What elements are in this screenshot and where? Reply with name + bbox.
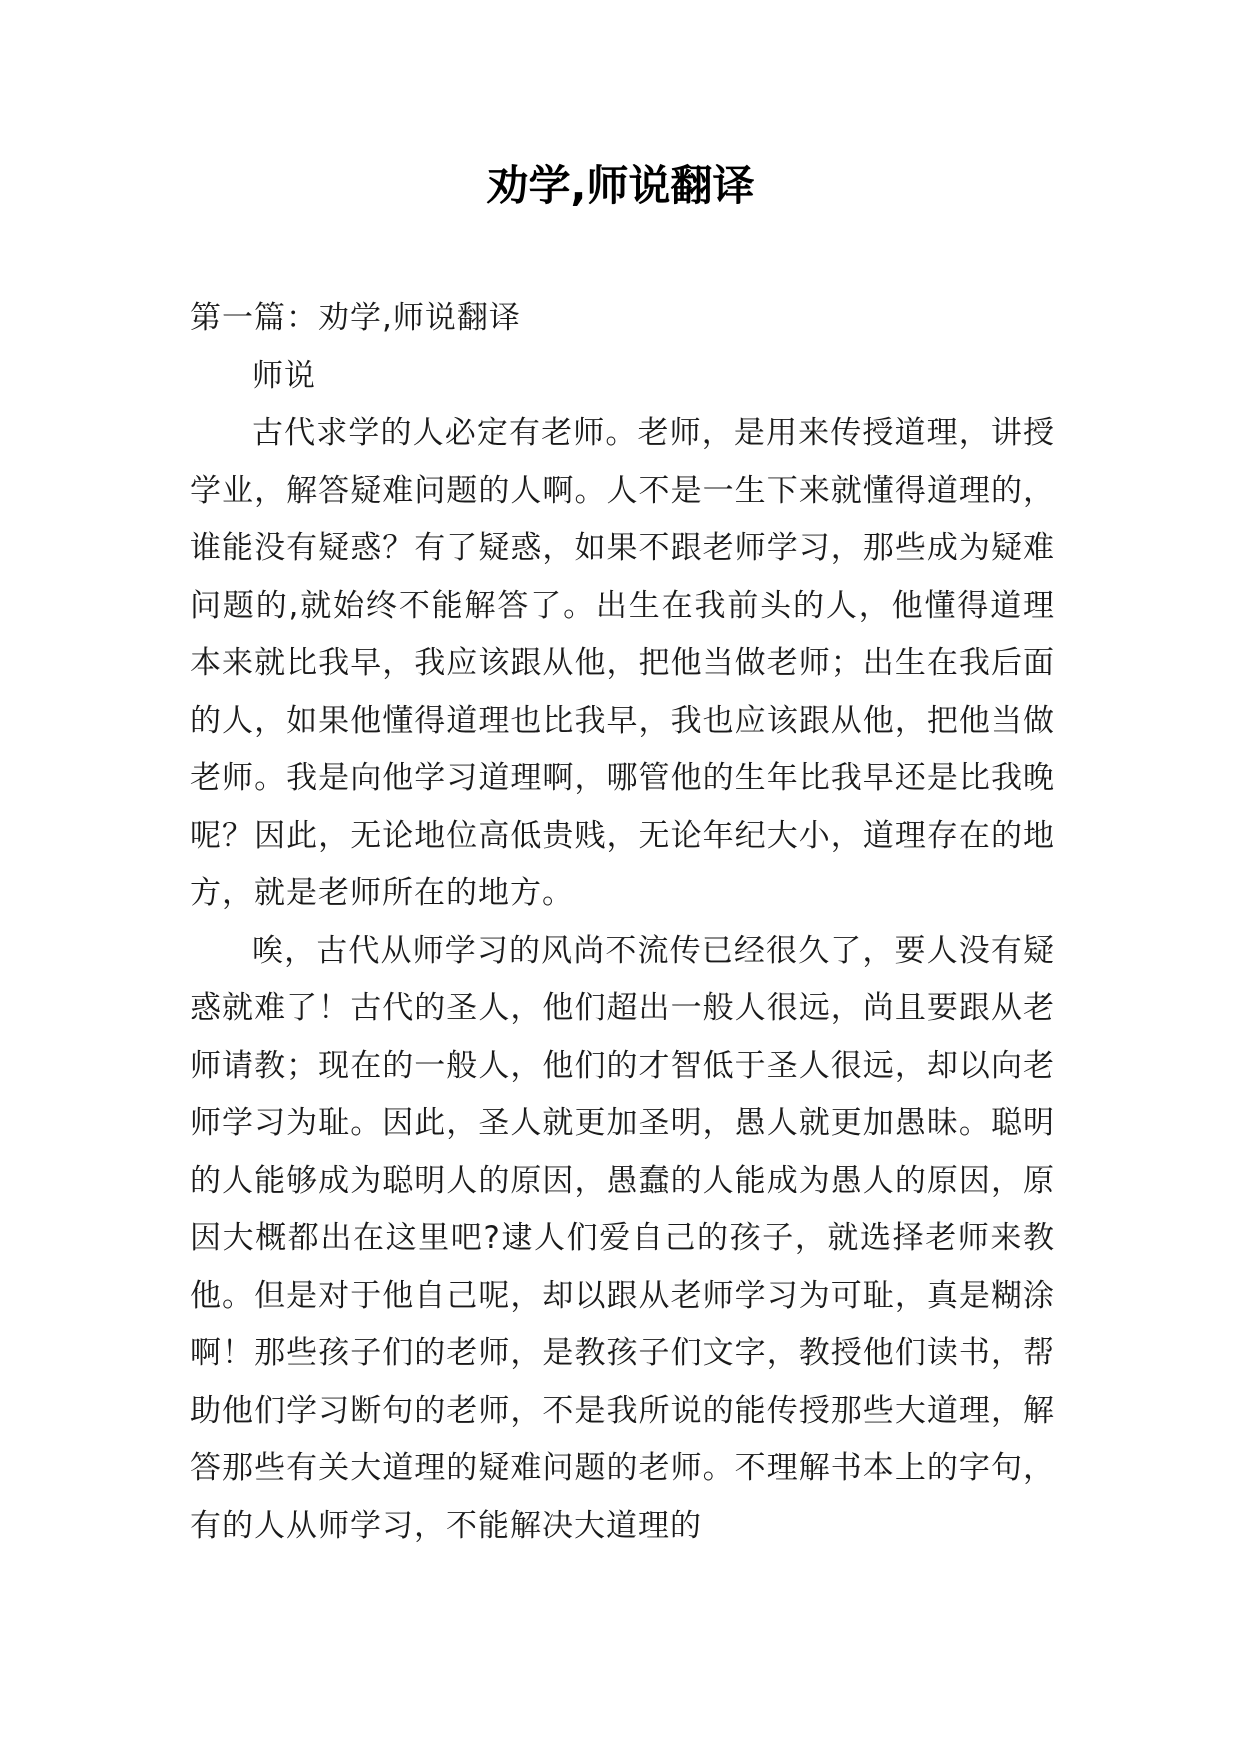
body-paragraph: 古代求学的人必定有老师。老师，是用来传授道理，讲授学业，解答疑难问题的人啊。人不是一生下来就懂得道理的，谁能没有疑惑？有了疑惑，如果不跟老师学习，那些成为疑难问题的,就始终不能解答了。出生在我前头的人，他懂得道理本来就比我早，我应该跟从他，把他当做老师；出生在我后面的人，如果他懂得道理也比我早，我也应该跟从他，把他当做老师。我是向他学习道理啊，哪管他的生年比我早还是比我晚呢？因此，无论地位高低贵贱，无论年纪大小，道理存在的地方，就是老师所在的地方。	[190, 415, 1055, 911]
section-title: 师说	[252, 357, 316, 394]
document-body	[190, 290, 1055, 1555]
document-title: 劝学,师说翻译	[486, 161, 755, 210]
body-paragraph: 唉，古代从师学习的风尚不流传已经很久了，要人没有疑惑就难了！古代的圣人，他们超出一般人很远，尚且要跟从老师请教；现在的一般人，他们的才智低于圣人很远，却以向老师学习为耻。因此，圣人就更加圣明，愚人就更加愚昧。聪明的人能够成为聪明人的原因，愚蠢的人能成为愚人的原因，原因大概都出在这里吧?逮人们爱自己的孩子，就选择老师来教他。但是对于他自己呢，却以跟从老师学习为可耻，真是糊涂啊！那些孩子们的老师，是教孩子们文字，教授他们读书，帮助他们学习断句的老师，不是我所说的能传授那些大道理，解答那些有关大道理的疑难问题的老师。不理解书本上的字句，有的人从师学习，不能解决大道理的	[190, 932, 1055, 1544]
chapter-heading: 第一篇：劝学,师说翻译	[190, 300, 521, 336]
